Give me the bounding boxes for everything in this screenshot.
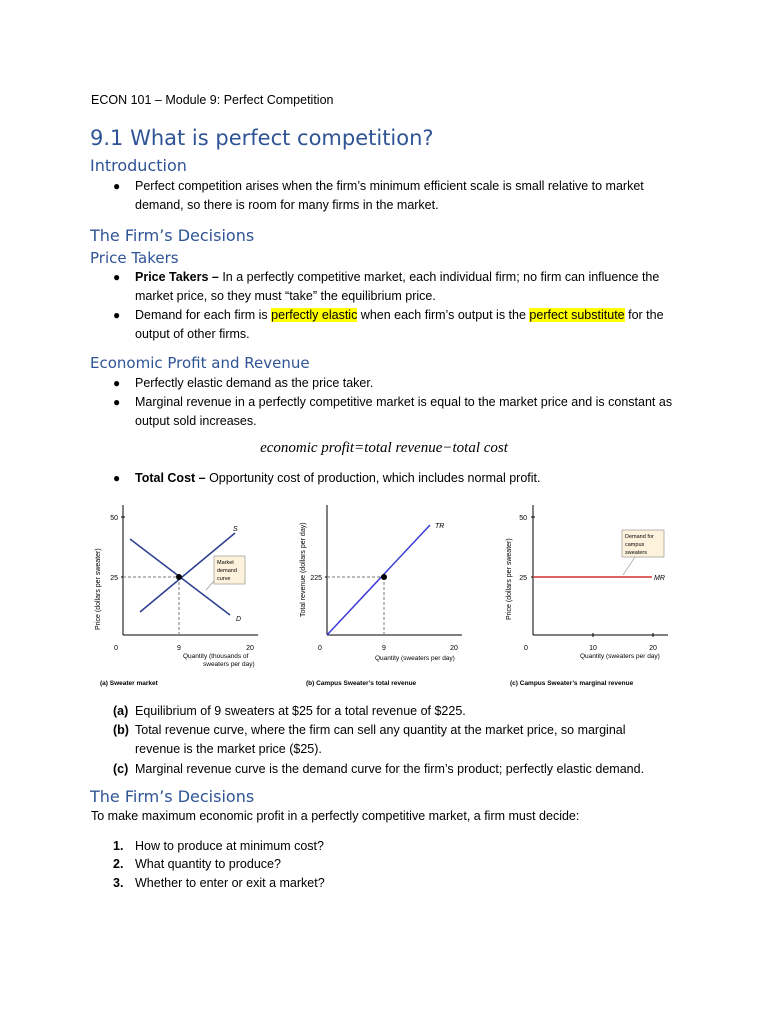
- panel-c-note-line-2: campus: [625, 542, 645, 548]
- bullet-text: Perfectly elastic demand as the price taker.: [135, 376, 374, 390]
- panel-c-y-tick-50: 50: [519, 515, 527, 522]
- panel-a-x-tick-0: 0: [114, 645, 118, 652]
- panel-a-label-d: D: [236, 616, 242, 623]
- price-takers-bullet-2: [113, 306, 673, 344]
- highlight-perfect-substitute: perfect substitute: [529, 308, 625, 322]
- decision-item-3: [113, 874, 325, 893]
- bullet-text: Opportunity cost of production, which includes normal profit.: [205, 471, 541, 485]
- section-heading-firms-decisions: The Firm’s Decisions: [90, 226, 255, 245]
- panel-c-caption: (c) Campus Sweater’s marginal revenue: [510, 680, 634, 687]
- panel-a-note-line-1: Market: [217, 560, 234, 566]
- figure-note-text: Total revenue curve, where the firm can sell any quantity at the market price, so marginal revenue is the market price ($25).: [135, 723, 626, 756]
- panel-b-y-axis-label: Total revenue (dollars per day): [300, 522, 307, 617]
- panel-a-y-tick-25: 25: [110, 575, 118, 582]
- econ-profit-bullet-2: [113, 393, 673, 431]
- figure-note-tag: (c): [113, 762, 129, 776]
- panel-c-note-line-3: sweaters: [625, 550, 648, 556]
- panel-b-total-revenue: [300, 505, 462, 687]
- bullet-text: Demand for each firm is: [135, 308, 272, 322]
- panel-b-label-tr: TR: [435, 523, 445, 530]
- panel-a-equilibrium-point: [176, 574, 182, 580]
- bullet-icon: ●: [113, 376, 121, 390]
- intro-heading: Introduction: [90, 156, 187, 175]
- panel-a-x-axis-label-1: Quantity (thousands of: [183, 653, 249, 660]
- figure-note-tag: (b): [113, 723, 129, 737]
- panel-b-y-tick-225: 225: [310, 575, 322, 582]
- highlight-perfectly-elastic: perfectly elastic: [271, 308, 358, 322]
- list-item-text: Whether to enter or exit a market?: [135, 876, 325, 890]
- panel-c-label-mr: MR: [654, 575, 665, 582]
- figure-note-c: [113, 760, 673, 779]
- bullet-icon: ●: [113, 395, 121, 409]
- econ-profit-bullet-1: [113, 374, 673, 393]
- figure-note-text: Marginal revenue curve is the demand curve for the firm’s product; perfectly elastic demand.: [135, 762, 645, 776]
- decision-item-1: [113, 837, 324, 856]
- bullet-text: when each firm’s output is the: [357, 308, 530, 322]
- total-cost-bullet: [113, 469, 673, 488]
- panel-c-x-axis-label: Quantity (sweaters per day): [580, 653, 660, 660]
- bullet-text: In a perfectly competitive market, each individual firm; no firm can influence the market price, so they must “take” the equilibrium price.: [135, 270, 660, 303]
- price-takers-bullet-1: [113, 268, 673, 306]
- panel-b-x-tick-9: 9: [382, 645, 386, 652]
- panel-a-y-axis-label: Price (dollars per sweater): [95, 548, 102, 630]
- decision-item-2: [113, 855, 281, 874]
- panel-c-x-tick-0: 0: [524, 645, 528, 652]
- panel-b-tr-line: [327, 525, 430, 635]
- list-number: 3.: [113, 876, 124, 890]
- panel-a-x-tick-20: 20: [246, 645, 254, 652]
- panel-a-x-axis-label-2: sweaters per day): [203, 661, 255, 668]
- panel-b-x-tick-20: 20: [450, 645, 458, 652]
- bullet-icon: ●: [113, 471, 121, 485]
- list-number: 2.: [113, 857, 124, 871]
- figure-three-panels: [90, 495, 680, 695]
- bullet-icon: ●: [113, 308, 121, 322]
- panel-c-x-tick-20: 20: [649, 645, 657, 652]
- panel-a-caption: (a) Sweater market: [100, 680, 158, 687]
- bullet-icon: ●: [113, 179, 121, 193]
- panel-a-note-line-2: demand: [217, 568, 237, 574]
- panel-c-note-line-1: Demand for: [625, 534, 654, 540]
- bullet-text: for the output of other firms.: [135, 308, 664, 341]
- course-header: ECON 101 – Module 9: Perfect Competition: [91, 93, 334, 107]
- term-price-takers: Price Takers –: [135, 270, 219, 284]
- panel-c-marginal-revenue: [506, 505, 668, 687]
- section-heading-firms-decisions-2: The Firm’s Decisions: [90, 787, 255, 806]
- panel-a-y-tick-50: 50: [110, 515, 118, 522]
- panel-c-y-axis-label: Price (dollars per sweater): [506, 538, 513, 620]
- panel-c-x-tick-10: 10: [589, 645, 597, 652]
- panel-a-note-line-3: curve: [217, 576, 231, 582]
- bullet-icon: ●: [113, 270, 121, 284]
- bullet-text: Marginal revenue in a perfectly competitive market is equal to the market price and is constant as output sold increases.: [135, 395, 673, 428]
- panel-b-x-tick-0: 0: [318, 645, 322, 652]
- panel-a-label-s: S: [233, 526, 238, 533]
- panel-b-point: [381, 574, 387, 580]
- subsection-heading-economic-profit: Economic Profit and Revenue: [90, 354, 310, 372]
- figure-note-a: [113, 702, 673, 721]
- panel-b-x-axis-label: Quantity (sweaters per day): [375, 655, 455, 662]
- list-item-text: What quantity to produce?: [135, 857, 281, 871]
- subsection-heading-price-takers: Price Takers: [90, 249, 179, 267]
- intro-bullet: [113, 177, 673, 215]
- economic-profit-equation: economic profit=total revenue−total cost: [260, 440, 508, 456]
- panel-c-y-tick-25: 25: [519, 575, 527, 582]
- figure-note-tag: (a): [113, 704, 129, 718]
- decisions-intro-paragraph: To make maximum economic profit in a perfectly competitive market, a firm must decide:: [91, 809, 580, 823]
- panel-a-x-tick-9: 9: [177, 645, 181, 652]
- list-item-text: How to produce at minimum cost?: [135, 839, 324, 853]
- list-number: 1.: [113, 839, 124, 853]
- figure-note-b: [113, 721, 673, 759]
- panel-a-sweater-market: [95, 505, 258, 687]
- page-title: 9.1 What is perfect competition?: [90, 126, 434, 150]
- figure-note-text: Equilibrium of 9 sweaters at $25 for a total revenue of $225.: [135, 704, 466, 718]
- panel-b-caption: (b) Campus Sweater’s total revenue: [306, 680, 417, 687]
- term-total-cost: Total Cost –: [135, 471, 206, 485]
- bullet-text: Perfect competition arises when the firm’s minimum efficient scale is small relative to market demand, so there is room for many firms in the market.: [135, 179, 644, 212]
